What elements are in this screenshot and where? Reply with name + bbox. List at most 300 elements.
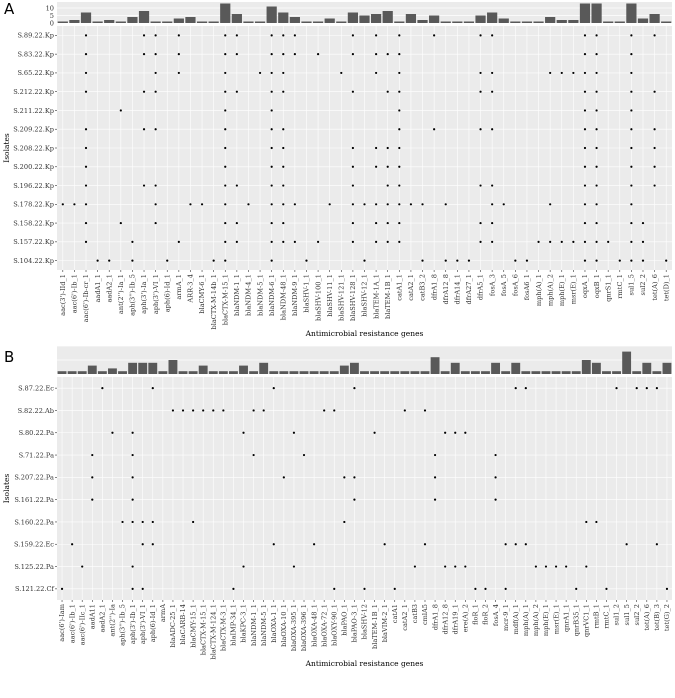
presence-dot (584, 203, 586, 205)
count-bar (290, 17, 300, 23)
presence-dot (132, 454, 134, 456)
count-bar (104, 20, 114, 23)
presence-dot (464, 565, 466, 567)
presence-dot (152, 521, 154, 523)
isolate-label: S.121.22.Cf (14, 585, 54, 594)
presence-dot (166, 260, 168, 262)
count-bar (360, 371, 369, 374)
gene-label: msr(E)_1 (552, 604, 561, 635)
count-bar (452, 22, 462, 24)
gene-label: blaOXA-10_1 (280, 604, 289, 647)
isolate-label: S.104.22.Kp (13, 256, 54, 265)
isolate-label: S.89.22.Kp (17, 31, 54, 40)
presence-dot (387, 166, 389, 168)
presence-dot (584, 34, 586, 36)
presence-dot (375, 166, 377, 168)
isolate-label: S.212.22.Kp (13, 87, 54, 96)
panel-a (2, 0, 672, 338)
presence-dot (479, 241, 481, 243)
gene-label: fosA_4 (491, 604, 500, 627)
count-bar (642, 363, 651, 374)
gene-label: blaSHV-12_1 (360, 274, 369, 317)
isolate-label: S.196.22.Kp (13, 181, 54, 190)
count-bar (499, 19, 509, 24)
count-bar (259, 363, 268, 374)
presence-dot (236, 34, 238, 36)
presence-dot (642, 222, 644, 224)
gene-label: aph(3'')-Ib_5 (128, 274, 137, 316)
presence-dot (91, 499, 93, 501)
presence-dot (85, 184, 87, 186)
count-bar (431, 357, 440, 374)
gene-label: sul1_5 (627, 274, 636, 296)
gene-label: dfrA19_1 (451, 604, 460, 635)
presence-dot (333, 588, 335, 590)
presence-dot (343, 476, 345, 478)
gene-label: blaTEM-1B_1 (383, 274, 392, 319)
gene-label: blaNDM-5_1 (256, 274, 265, 316)
presence-dot (653, 166, 655, 168)
presence-dot (642, 241, 644, 243)
presence-dot (630, 241, 632, 243)
presence-dot (155, 184, 157, 186)
presence-dot (619, 260, 621, 262)
presence-dot (363, 203, 365, 205)
count-bar (78, 371, 87, 374)
count-bar (232, 14, 242, 23)
presence-dot (398, 53, 400, 55)
count-bar (400, 371, 409, 374)
presence-dot (352, 184, 354, 186)
presence-dot (317, 241, 319, 243)
presence-dot (642, 260, 644, 262)
count-bar (471, 371, 480, 374)
presence-dot (352, 53, 354, 55)
gene-label: blaNDM-48_1 (279, 274, 288, 321)
presence-dot (73, 203, 75, 205)
isolate-label: S.160.22.Pa (14, 518, 54, 527)
gene-label: tet(G)_2 (663, 604, 672, 632)
presence-dot (398, 222, 400, 224)
presence-dot (653, 91, 655, 93)
presence-dot (630, 166, 632, 168)
gene-label: catA2_1 (407, 274, 416, 301)
count-bar (622, 352, 631, 374)
count-bar (406, 14, 416, 23)
bar-ytick-label: 10 (45, 4, 54, 13)
gene-label: floR_2 (481, 604, 490, 625)
presence-dot (224, 72, 226, 74)
presence-dot (479, 184, 481, 186)
presence-dot (584, 241, 586, 243)
gene-label: blaNDM-1_1 (233, 274, 242, 316)
presence-dot (224, 109, 226, 111)
count-bar (189, 371, 198, 374)
presence-dot (132, 432, 134, 434)
gene-label: blaIMP-34_1 (229, 604, 238, 646)
count-bar (219, 371, 228, 374)
presence-dot (155, 72, 157, 74)
count-bar (491, 363, 500, 374)
presence-dot (71, 543, 73, 545)
gene-label: tet(A)_6 (642, 604, 651, 631)
presence-dot (91, 476, 93, 478)
gene-label: aph(6)-Id_1 (148, 604, 157, 643)
gene-label: ant(2'')-Ia (108, 604, 117, 637)
count-bar (148, 363, 157, 374)
gene-label: blaNDM-4_1 (244, 274, 253, 316)
gene-label: blaADC-25_1 (169, 604, 178, 648)
presence-dot (537, 241, 539, 243)
gene-label: aph(3')-Ib_1 (128, 604, 137, 645)
gene-label: aac(6')-Ib_1 (70, 274, 79, 314)
count-bar (663, 363, 672, 374)
gene-label: fosA_5 (499, 274, 508, 297)
presence-dot (120, 109, 122, 111)
isolate-label: S.157.22.Kp (13, 238, 54, 247)
presence-dot (456, 260, 458, 262)
presence-dot (155, 203, 157, 205)
count-bar (313, 22, 323, 24)
presence-dot (479, 128, 481, 130)
presence-dot (605, 588, 607, 590)
presence-dot (108, 260, 110, 262)
isolate-label: S.82.22.Ab (17, 406, 54, 415)
gene-label: blaSHV-12 (360, 604, 369, 640)
presence-dot (282, 184, 284, 186)
x-axis-title: Antimicrobial resistance genes (305, 329, 424, 338)
presence-dot (387, 222, 389, 224)
count-bar (310, 371, 319, 374)
count-bar (511, 363, 520, 374)
count-bar (350, 363, 359, 374)
gene-label: floR_1 (471, 604, 480, 625)
presence-dot (549, 241, 551, 243)
presence-dot (595, 521, 597, 523)
presence-dot (263, 409, 265, 411)
count-bar (370, 371, 379, 374)
presence-dot (666, 588, 668, 590)
count-bar (300, 371, 309, 374)
gene-label: aadA2_1 (105, 274, 114, 303)
presence-dot (62, 203, 64, 205)
count-bar (340, 366, 349, 374)
presence-dot (121, 521, 123, 523)
count-bar (451, 363, 460, 374)
presence-dot (479, 222, 481, 224)
presence-dot (387, 184, 389, 186)
presence-dot (555, 565, 557, 567)
presence-dot (282, 222, 284, 224)
gene-label: blaCTX-M-3_1 (219, 604, 228, 652)
count-bar (615, 22, 625, 24)
presence-dot (201, 203, 203, 205)
presence-dot (630, 222, 632, 224)
presence-dot (85, 166, 87, 168)
presence-dot (352, 203, 354, 205)
presence-dot (282, 53, 284, 55)
presence-dot (282, 166, 284, 168)
presence-dot (549, 72, 551, 74)
gene-label: aph(6)-Id_1 (163, 274, 172, 313)
presence-dot (572, 241, 574, 243)
gene-label: blaSHV-11_1 (325, 274, 334, 317)
presence-dot (271, 260, 273, 262)
presence-dot (85, 147, 87, 149)
gene-label: aac(3')-IId_1 (59, 274, 68, 316)
presence-dot (387, 241, 389, 243)
presence-dot (491, 72, 493, 74)
presence-dot (224, 34, 226, 36)
presence-dot (630, 34, 632, 36)
count-bar (572, 371, 581, 374)
presence-dot (178, 72, 180, 74)
count-bar (592, 363, 601, 374)
count-bar (383, 11, 393, 23)
gene-label: cmlA5 (421, 604, 430, 626)
presence-dot (61, 588, 63, 590)
gene-label: dfrA27_1 (465, 274, 474, 305)
isolate-label: S.87.22.Ec (18, 384, 54, 393)
gene-label: catB3 (411, 604, 420, 624)
gene-label: dfrA5_1 (476, 274, 485, 301)
gene-label: blaOXA-1_1 (269, 604, 278, 643)
count-bar (158, 371, 167, 374)
gene-label: blaSHV-121_1 (337, 274, 346, 321)
presence-dot (491, 184, 493, 186)
count-bar (185, 17, 195, 23)
count-bar (394, 22, 404, 24)
presence-dot (665, 260, 667, 262)
presence-dot (615, 387, 617, 389)
gene-label: dfrA1_8 (430, 274, 439, 301)
presence-dot (155, 222, 157, 224)
count-bar (612, 371, 621, 374)
presence-dot (479, 72, 481, 74)
isolate-label: S.159.22.Ec (13, 540, 54, 549)
presence-dot (142, 543, 144, 545)
count-bar (301, 22, 311, 24)
gene-label: fosA_6 (511, 274, 520, 297)
count-bar (243, 22, 253, 24)
gene-label: fosA_3 (488, 274, 497, 297)
gene-label: blaPAO_1 (340, 604, 349, 636)
count-bar (320, 371, 329, 374)
presence-dot (595, 91, 597, 93)
presence-dot (503, 203, 505, 205)
presence-dot (433, 128, 435, 130)
presence-dot (630, 53, 632, 55)
presence-dot (398, 91, 400, 93)
presence-dot (271, 53, 273, 55)
count-bar (269, 371, 278, 374)
count-bar (69, 20, 79, 23)
presence-dot (352, 222, 354, 224)
gene-label: mph(A)_2 (546, 274, 555, 307)
presence-dot (236, 222, 238, 224)
count-bar (652, 371, 661, 374)
presence-dot (213, 260, 215, 262)
presence-dot (585, 565, 587, 567)
presence-dot (444, 432, 446, 434)
gene-label: aac(6')-Ib-cr_1 (82, 274, 91, 323)
gene-label: ere(A)_2 (461, 604, 470, 633)
presence-dot (271, 241, 273, 243)
presence-dot (535, 565, 537, 567)
presence-dot (424, 543, 426, 545)
gene-label: tet(A)_6 (650, 274, 659, 301)
presence-dot (85, 128, 87, 130)
presence-dot (445, 260, 447, 262)
presence-dot (305, 260, 307, 262)
presence-dot (387, 203, 389, 205)
presence-dot (155, 128, 157, 130)
gene-label: blaTEM-1B_1 (370, 604, 379, 649)
presence-dot (595, 166, 597, 168)
presence-dot (340, 72, 342, 74)
count-bar (229, 371, 238, 374)
presence-dot (572, 72, 574, 74)
presence-dot (152, 543, 154, 545)
presence-dot (294, 203, 296, 205)
presence-dot (202, 409, 204, 411)
presence-dot (584, 109, 586, 111)
count-bar (151, 22, 161, 24)
presence-dot (454, 565, 456, 567)
presence-dot (494, 476, 496, 478)
count-bar (632, 371, 641, 374)
presence-dot (398, 241, 400, 243)
presence-dot (434, 499, 436, 501)
count-bar (501, 371, 510, 374)
presence-dot (491, 241, 493, 243)
gene-label: blaSHV-128_1 (349, 274, 358, 321)
presence-dot (561, 241, 563, 243)
presence-dot (375, 241, 377, 243)
presence-dot (494, 499, 496, 501)
gene-label: blaCTX-M-14b_1 (209, 274, 218, 330)
presence-dot (85, 222, 87, 224)
count-bar (521, 371, 530, 374)
presence-dot (584, 260, 586, 262)
count-bar (98, 371, 107, 374)
gene-label: mdf(A)_1 (511, 604, 520, 635)
count-bar (209, 22, 219, 24)
count-bar (533, 22, 543, 24)
presence-dot (224, 147, 226, 149)
presence-dot (445, 203, 447, 205)
count-bar (278, 13, 288, 24)
gene-label: catA1 (390, 604, 399, 624)
count-bar (108, 368, 117, 374)
count-bar (330, 371, 339, 374)
gene-label: aadA2_1 (98, 604, 107, 633)
gene-label: qnrB35_1 (572, 604, 581, 637)
presence-dot (224, 53, 226, 55)
presence-dot (352, 241, 354, 243)
presence-dot (595, 241, 597, 243)
presence-dot (375, 34, 377, 36)
presence-dot (271, 166, 273, 168)
presence-dot (545, 565, 547, 567)
presence-dot (491, 222, 493, 224)
presence-dot (282, 72, 284, 74)
presence-dot (595, 34, 597, 36)
count-bar (545, 17, 555, 23)
presence-dot (91, 454, 93, 456)
presence-dot (283, 476, 285, 478)
presence-dot (224, 128, 226, 130)
gene-label: catA1_1 (395, 274, 404, 301)
presence-dot (224, 184, 226, 186)
presence-dot (444, 565, 446, 567)
gene-label: blaVIM-2_1 (380, 604, 389, 643)
isolate-label: S.158.22.Kp (13, 219, 54, 228)
presence-dot (143, 91, 145, 93)
presence-dot (222, 409, 224, 411)
presence-dot (282, 91, 284, 93)
gene-label: armA (159, 604, 168, 623)
count-bar (179, 371, 188, 374)
presence-dot (479, 91, 481, 93)
gene-label: sul2_2 (639, 274, 648, 296)
gene-label: mph(A)_2 (532, 604, 541, 637)
presence-dot (101, 387, 103, 389)
gene-label: dfrA12_8 (441, 274, 450, 305)
presence-dot (313, 543, 315, 545)
presence-dot (626, 543, 628, 545)
presence-dot (595, 72, 597, 74)
presence-dot (584, 222, 586, 224)
presence-dot (142, 521, 144, 523)
presence-dot (398, 184, 400, 186)
presence-dot (271, 91, 273, 93)
presence-dot (131, 260, 133, 262)
gene-label: blaNDM-9_1 (291, 274, 300, 316)
presence-dot (491, 203, 493, 205)
presence-dot (630, 72, 632, 74)
isolate-label: S.65.22.Kp (17, 69, 54, 78)
presence-dot (85, 72, 87, 74)
isolate-label: S.208.22.Kp (13, 144, 54, 153)
presence-dot (584, 53, 586, 55)
count-bar (174, 19, 184, 24)
count-bar (522, 22, 532, 24)
gene-label: aac(6')-IIc_1 (78, 604, 87, 646)
presence-dot (189, 203, 191, 205)
count-bar (510, 22, 520, 24)
presence-dot (653, 128, 655, 130)
count-bar (390, 371, 399, 374)
count-bar (475, 16, 485, 24)
gene-label: blaCTX-M-15_1 (199, 604, 208, 656)
gene-label: aph(3'')-Ib_5 (118, 604, 127, 646)
presence-dot (271, 203, 273, 205)
count-bar (582, 360, 591, 374)
presence-dot (387, 91, 389, 93)
panel-label: A (4, 0, 15, 18)
presence-dot (271, 34, 273, 36)
presence-dot (494, 454, 496, 456)
presence-dot (561, 72, 563, 74)
presence-dot (584, 91, 586, 93)
presence-dot (85, 53, 87, 55)
presence-dot (247, 203, 249, 205)
count-bar (552, 371, 561, 374)
count-bar (128, 363, 137, 374)
presence-dot (352, 34, 354, 36)
presence-dot (143, 53, 145, 55)
